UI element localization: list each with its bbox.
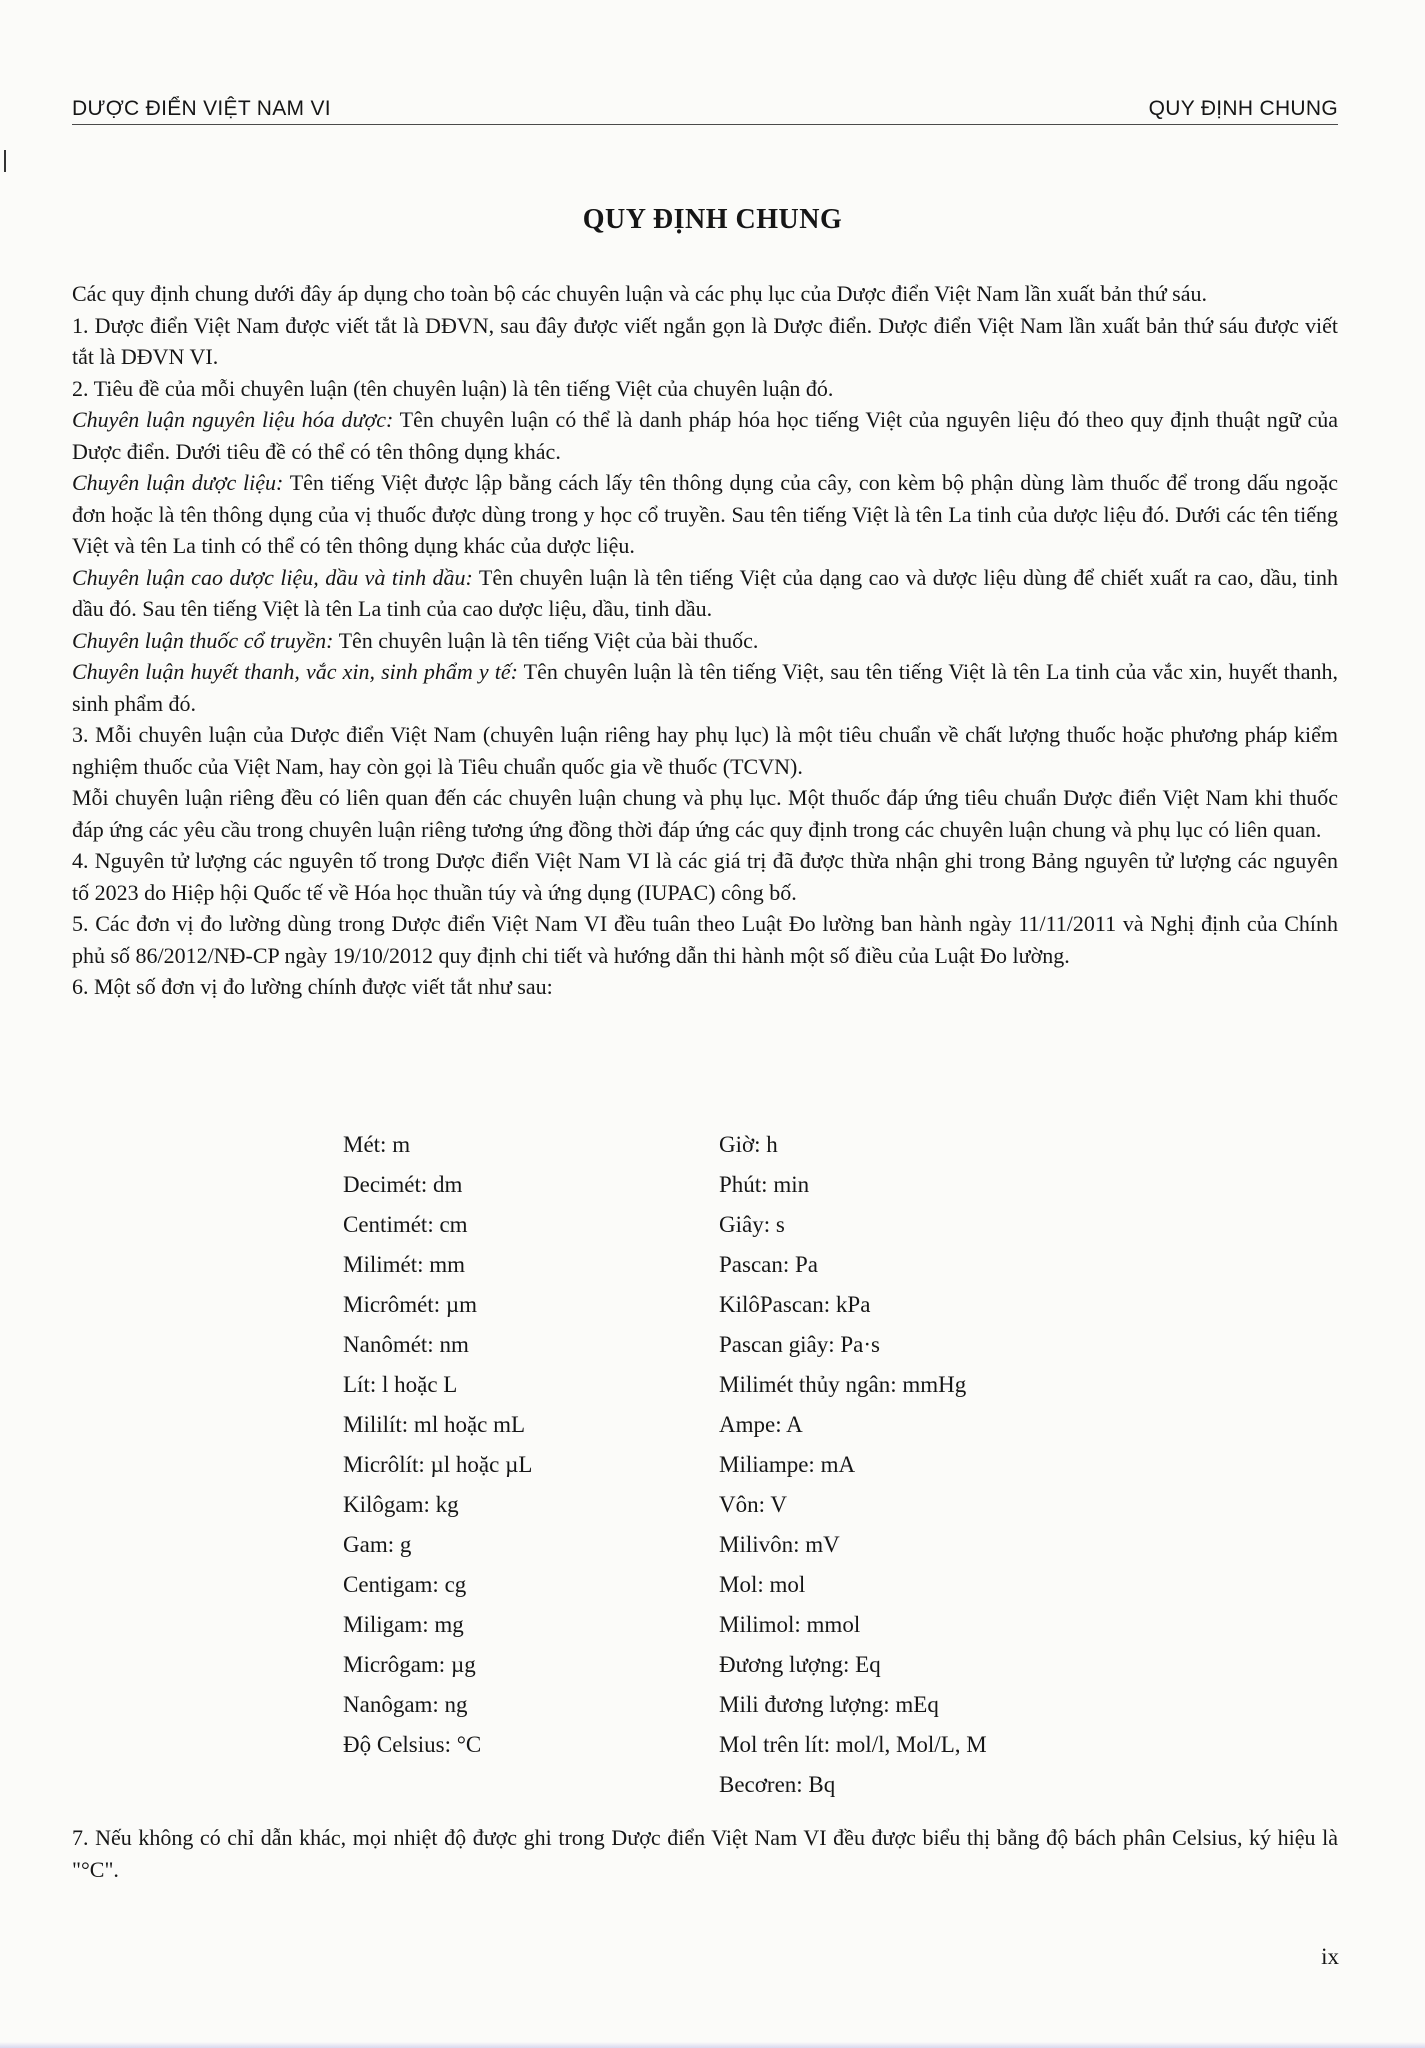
body-text [72, 278, 1338, 1003]
unit-item: Pascan giây: Pa·s [719, 1332, 880, 1357]
unit-item: Mol: mol [719, 1572, 806, 1597]
paragraph-2d [72, 625, 1338, 657]
paragraph-2b [72, 467, 1338, 562]
paragraph-3b: Mỗi chuyên luận riêng đều có liên quan đến các chuyên luận chung và phụ lục. Một thuốc đáp ứng tiêu chuẩn Dược điển Việt Nam khi thuốc đáp ứng các yêu cầu trong chuyên luận riêng tương ứng đồng thời đáp ứng các quy định trong các chuyên luận chung và phụ lục có liên quan. [72, 785, 1338, 842]
paragraph-2: 2. Tiêu đề của mỗi chuyên luận (tên chuyên luận) là tên tiếng Việt của chuyên luận đó. [72, 375, 834, 401]
unit-item: KilôPascan: kPa [719, 1292, 871, 1317]
paragraph-2a [72, 404, 1338, 467]
paragraph-2e-text: Tên chuyên luận là tên tiếng Việt, sau tên tiếng Việt là tên La tinh của vắc xin, huyết thanh, sinh phẩm đó. [72, 659, 1338, 716]
units-right-column [719, 1125, 987, 1805]
unit-item: Lít: l hoặc L [343, 1372, 458, 1397]
unit-item: Giờ: h [719, 1132, 778, 1157]
unit-item: Milimét: mm [343, 1252, 466, 1277]
unit-item: Pascan: Pa [719, 1252, 819, 1277]
unit-item: Milimét thủy ngân: mmHg [719, 1372, 967, 1397]
unit-item: Micrôgam: µg [343, 1652, 476, 1677]
paragraph-2c-text: Tên chuyên luận là tên tiếng Việt của dạng cao và dược liệu dùng để chiết xuất ra cao, dầu, tinh dầu đó. Sau tên tiếng Việt là tên La tinh của cao dược liệu, dầu, tinh dầu. [72, 564, 1338, 621]
intro-paragraph: Các quy định chung dưới đây áp dụng cho toàn bộ các chuyên luận và các phụ lục của Dược điển Việt Nam lần xuất bản thứ sáu. [72, 281, 1207, 306]
paragraph-2d-lead: Chuyên luận thuốc cổ truyền: [72, 627, 334, 653]
unit-item: Miliampe: mA [719, 1452, 856, 1477]
unit-item: Vôn: V [719, 1492, 787, 1517]
header-book-title: DƯỢC ĐIỂN VIỆT NAM VI [72, 97, 331, 120]
unit-item: Độ Celsius: °C [343, 1732, 482, 1757]
paragraph-6: 6. Một số đơn vị đo lường chính được viết tắt như sau: [72, 974, 553, 999]
unit-item: Đương lượng: Eq [719, 1652, 881, 1677]
unit-item: Centigam: cg [343, 1572, 467, 1597]
unit-item: Miligam: mg [343, 1612, 464, 1637]
unit-item: Milimol: mmol [719, 1612, 861, 1637]
paragraph-4: 4. Nguyên tử lượng các nguyên tố trong Dược điển Việt Nam VI là các giá trị đã được thừa nhận ghi trong Bảng nguyên tử lượng các nguyên tố 2023 do Hiệp hội Quốc tế về Hóa học thuần túy và ứng dụng (IUPAC) công bố. [72, 848, 1338, 905]
margin-mark [4, 150, 6, 172]
scan-edge [0, 2042, 1425, 2048]
unit-item: Phút: min [719, 1172, 810, 1197]
page-title: QUY ĐỊNH CHUNG [582, 204, 843, 235]
paragraph-7: 7. Nếu không có chỉ dẫn khác, mọi nhiệt độ được ghi trong Dược điển Việt Nam VI đều được biểu thị bằng độ bách phân Celsius, ký hiệu là "°C". [72, 1825, 1338, 1882]
unit-item: Mét: m [343, 1132, 411, 1157]
paragraph-2e [72, 656, 1338, 719]
paragraph-2b-text: Tên tiếng Việt được lập bằng cách lấy tên thông dụng của cây, con kèm bộ phận dùng làm thuốc để trong dấu ngoặc đơn hoặc là tên thông dụng của vị thuốc được dùng trong y học cổ truyền. Sau tên tiếng Việt là tên La tinh của dược liệu đó. Dưới các tên tiếng Việt và tên La tinh có thể có tên thông dụng khác của dược liệu. [72, 470, 1339, 558]
unit-item: Giây: s [719, 1212, 785, 1237]
paragraph-5: 5. Các đơn vị đo lường dùng trong Dược điển Việt Nam VI đều tuân theo Luật Đo lường ban hành ngày 11/11/2011 và Nghị định của Chính phủ số 86/2012/NĐ-CP ngày 19/10/2012 quy định chi tiết và hướng dẫn thi hành một số điều của Luật Đo lường. [72, 911, 1338, 968]
unit-item: Centimét: cm [343, 1212, 468, 1237]
unit-item: Becơren: Bq [719, 1772, 836, 1797]
unit-item: Decimét: dm [343, 1172, 463, 1197]
unit-item: Ampe: A [719, 1412, 803, 1437]
paragraph-2a-text: Tên chuyên luận có thể là danh pháp hóa học tiếng Việt của nguyên liệu đó theo quy định thuật ngữ của Dược điển. Dưới tiêu đề có thể có tên thông dụng khác. [72, 407, 1338, 464]
paragraph-2c [72, 562, 1338, 625]
unit-item: Kilôgam: kg [343, 1492, 459, 1517]
unit-item: Nanômét: nm [343, 1332, 469, 1357]
unit-item: Mili đương lượng: mEq [719, 1692, 939, 1717]
paragraph-2d-text: Tên chuyên luận là tên tiếng Việt của bài thuốc. [333, 627, 759, 653]
unit-item: Micrôlít: µl hoặc µL [343, 1452, 533, 1477]
paragraph-2b-lead: Chuyên luận dược liệu: [72, 470, 284, 495]
paragraph-2c-lead: Chuyên luận cao dược liệu, dầu và tinh dầu: [72, 564, 473, 590]
unit-item: Mililít: ml hoặc mL [343, 1412, 526, 1437]
unit-item: Nanôgam: ng [343, 1692, 468, 1717]
paragraph-3: 3. Mỗi chuyên luận của Dược điển Việt Nam (chuyên luận riêng hay phụ lục) là một tiêu chuẩn về chất lượng thuốc hoặc phương pháp kiểm nghiệm thuốc của Việt Nam, hay còn gọi là Tiêu chuẩn quốc gia về thuốc (TCVN). [72, 722, 1338, 779]
paragraph-2e-lead: Chuyên luận huyết thanh, vắc xin, sinh phẩm y tế: [72, 659, 518, 684]
unit-item: Mol trên lít: mol/l, Mol/L, M [719, 1732, 987, 1757]
paragraph-2a-lead: Chuyên luận nguyên liệu hóa dược: [72, 407, 394, 432]
units-left-column [343, 1125, 532, 1765]
page-number: ix [1321, 1944, 1339, 1969]
unit-item: Gam: g [343, 1532, 412, 1557]
unit-item: Milivôn: mV [719, 1532, 840, 1557]
paragraph-1: 1. Dược điển Việt Nam được viết tắt là DĐVN, sau đây được viết ngắn gọn là Dược điển. Dược điển Việt Nam lần xuất bản thứ sáu được viết tắt là DĐVN VI. [72, 312, 1338, 369]
header-section-title: QUY ĐỊNH CHUNG [1148, 97, 1338, 120]
unit-item: Micrômét: µm [343, 1292, 477, 1317]
running-header [72, 88, 1338, 125]
